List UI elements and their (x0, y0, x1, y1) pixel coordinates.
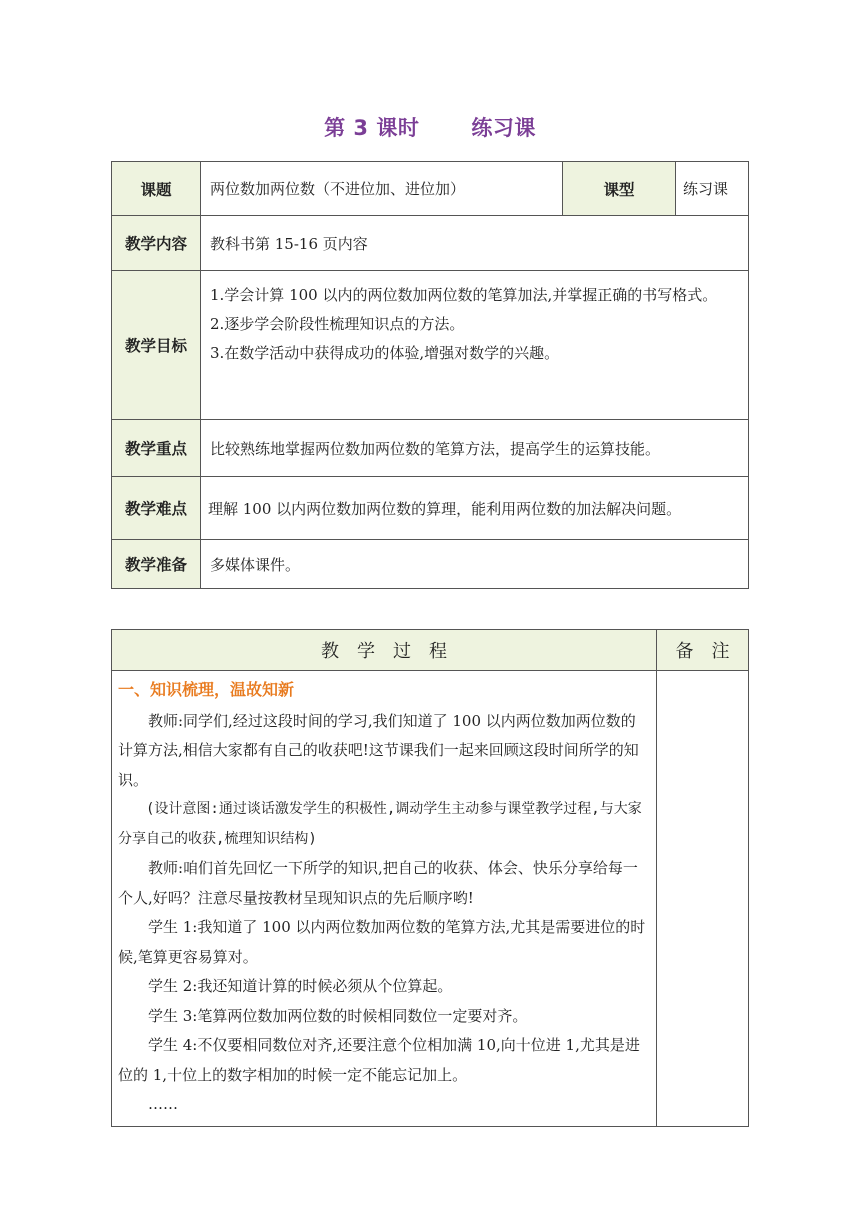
design-intent-note: (设计意图:通过谈话激发学生的积极性,调动学生主动参与课堂教学过程,与大家分享自己的收获,梳理知识结构) (118, 801, 642, 847)
difficulty-row (112, 477, 749, 540)
content-row (112, 216, 749, 271)
paragraph: 学生 4:不仅要相同数位对齐,还要注意个位相加满 10,向十位进 1,尤其是进位的 1,十位上的数字相加的时候一定不能忘记加上。 (118, 1036, 640, 1084)
goals-list (201, 271, 749, 420)
difficulty-label: 教学难点 (112, 477, 201, 540)
paragraph: 学生 2:我还知道计算的时候必须从个位算起。 (148, 977, 453, 995)
notes-cell (657, 671, 749, 1127)
lesson-number: 第 3 课时 (324, 116, 420, 140)
goal-item: 1.学会计算 100 以内的两位数加两位数的笔算加法,并掌握正确的书写格式。 (210, 286, 718, 304)
key-points-row (112, 420, 749, 477)
notes-header: 备 注 (657, 630, 749, 671)
goals-row (112, 271, 749, 420)
lesson-type-title: 练习课 (471, 116, 536, 140)
process-content (112, 671, 657, 1127)
paragraph: 学生 1:我知道了 100 以内两位数加两位数的笔算方法,尤其是需要进位的时候,笔算更容易算对。 (118, 918, 646, 966)
lesson-info-table (111, 161, 749, 589)
topic-value: 两位数加两位数（不进位加、进位加） (201, 162, 563, 216)
teaching-process-table (111, 629, 749, 1127)
key-points-label: 教学重点 (112, 420, 201, 477)
topic-label: 课题 (112, 162, 201, 216)
type-value: 练习课 (676, 162, 749, 216)
content-label: 教学内容 (112, 216, 201, 271)
paragraph: 学生 3:笔算两位数加两位数的时候相同数位一定要对齐。 (148, 1006, 528, 1025)
goals-label: 教学目标 (112, 271, 201, 420)
process-body-row (112, 671, 749, 1127)
key-points-value: 比较熟练地掌握两位数加两位数的笔算方法，提高学生的运算技能。 (201, 420, 749, 477)
process-header: 教 学 过 程 (112, 630, 657, 671)
section-heading: 一、知识梳理，温故知新 (118, 680, 295, 699)
page-title (0, 112, 860, 142)
preparation-row (112, 540, 749, 589)
goal-item: 2.逐步学会阶段性梳理知识点的方法。 (210, 315, 465, 333)
preparation-label: 教学准备 (112, 540, 201, 589)
paragraph: 教师:咱们首先回忆一下所学的知识,把自己的收获、体会、快乐分享给每一个人,好吗？注意尽量按教材呈现知识点的先后顺序哟! (118, 859, 638, 907)
ellipsis: …… (148, 1095, 178, 1113)
content-value: 教科书第 15-16 页内容 (201, 216, 749, 271)
goal-item: 3.在数学活动中获得成功的体验,增强对数学的兴趣。 (210, 344, 560, 362)
paragraph: 教师:同学们,经过这段时间的学习,我们知道了 100 以内两位数加两位数的计算方法,相信大家都有自己的收获吧!这节课我们一起来回顾这段时间所学的知识。 (118, 711, 639, 789)
process-header-row (112, 630, 749, 671)
difficulty-value: 理解 100 以内两位数加两位数的算理，能利用两位数的加法解决问题。 (201, 477, 749, 540)
type-label: 课型 (563, 162, 676, 216)
topic-row (112, 162, 749, 216)
preparation-value: 多媒体课件。 (201, 540, 749, 589)
